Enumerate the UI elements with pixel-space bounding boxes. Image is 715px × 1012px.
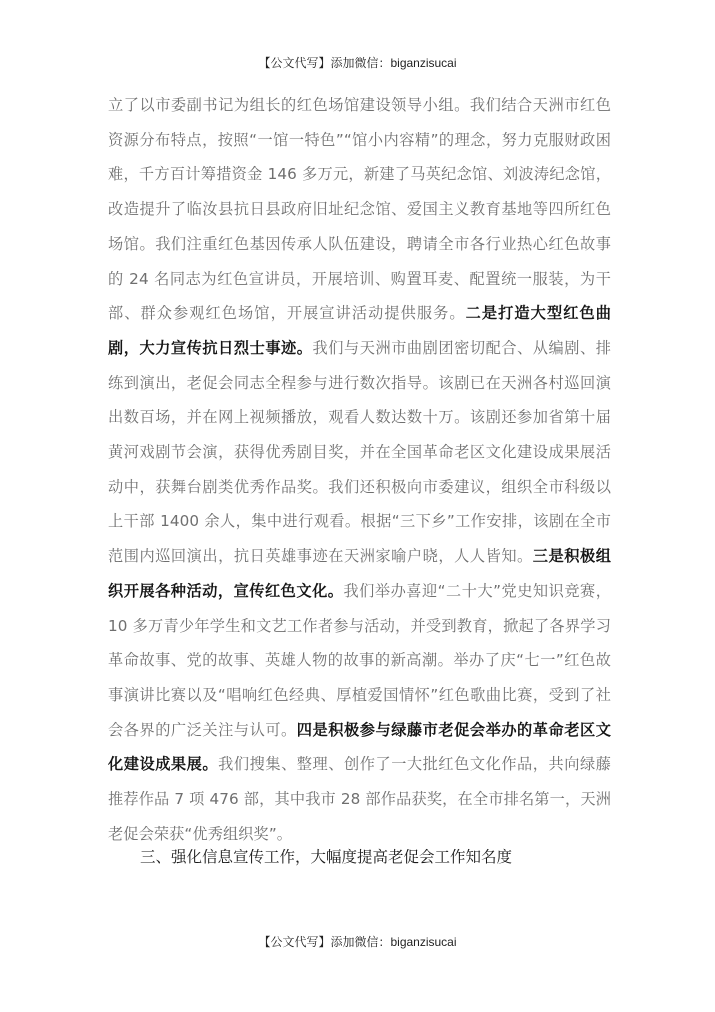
bold-point-3: 三是积极组织开展各种活动，宣传红色文化。 [108,547,611,600]
bold-point-2: 二是打造大型红色曲剧，大力宣传抗日烈士事迹。 [108,304,611,357]
header-prefix: 【公文代写】添加微信： [258,56,391,70]
body-paragraph [108,88,611,851]
paragraph-segment-4: 我们搜集、整理、创作了一大批红色文化作品，共向绿藤推荐作品 7 项 476 部，其中我市 28 部作品获奖，在全市排名第一，天洲老促会荣获“优秀组织奖”。 [108,755,612,843]
bold-point-4: 四是积极参与绿藤市老促会举办的革命老区文化建设成果展。 [108,720,612,774]
paragraph-segment-1: 立了以市委副书记为组长的红色场馆建设领导小组。我们结合天洲市红色资源分布特点，按照“一馆一特色”“馆小内容精”的理念，努力克服财政困难，千方百计筹措资金 146 多万元，新建了马英纪念馆、刘波涛纪念馆，改造提升了临汝县抗日县政府旧址纪念馆、爱国主义教育基地等四所红色场馆。我们注重红色基因传承人队伍建设，聘请全市各行业热心红色故事的 24 名同志为红色宣讲员，开展培训、购置耳麦、配置统一服装，为干部、群众参观红色场馆，开展宣讲活动提供服务。 [108,96,611,323]
footer-prefix: 【公文代写】添加微信： [258,935,391,949]
paragraph-segment-3: 我们举办喜迎“二十大”党史知识竞赛，10 多万青少年学生和文艺工作者参与活动，并受到教育，掀起了各界学习革命故事、党的故事、英雄人物的故事的新高潮。举办了庆“七一”红色故事演讲比赛以及“唱响红色经典、厚植爱国情怀”红色歌曲比赛，受到了社会各界的广泛关注与认可。 [108,581,612,739]
page-header-watermark [0,55,715,71]
footer-wechat-id: biganzisucai [390,935,457,949]
section-heading: 三、强化信息宣传工作，大幅度提高老促会工作知名度 [140,848,513,866]
paragraph-segment-2: 我们与天洲市曲剧团密切配合、从编剧、排练到演出，老促会同志全程参与进行数次指导。该剧已在天洲各村巡回演出数百场，并在网上视频播放，观看人数达数十万。该剧还参加省第十届黄河戏剧节会演，获得优秀剧目奖，并在全国革命老区文化建设成果展活动中，获舞台剧类优秀作品奖。我们还积极向市委建议，组织全市科级以上干部 1400 余人，集中进行观看。根据“三下乡”工作安排，该剧在全市范围内巡回演出，抗日英雄事迹在天洲家喻户晓，人人皆知。 [108,338,611,566]
page-footer-watermark [0,934,715,950]
header-wechat-id: biganzisucai [390,56,457,70]
